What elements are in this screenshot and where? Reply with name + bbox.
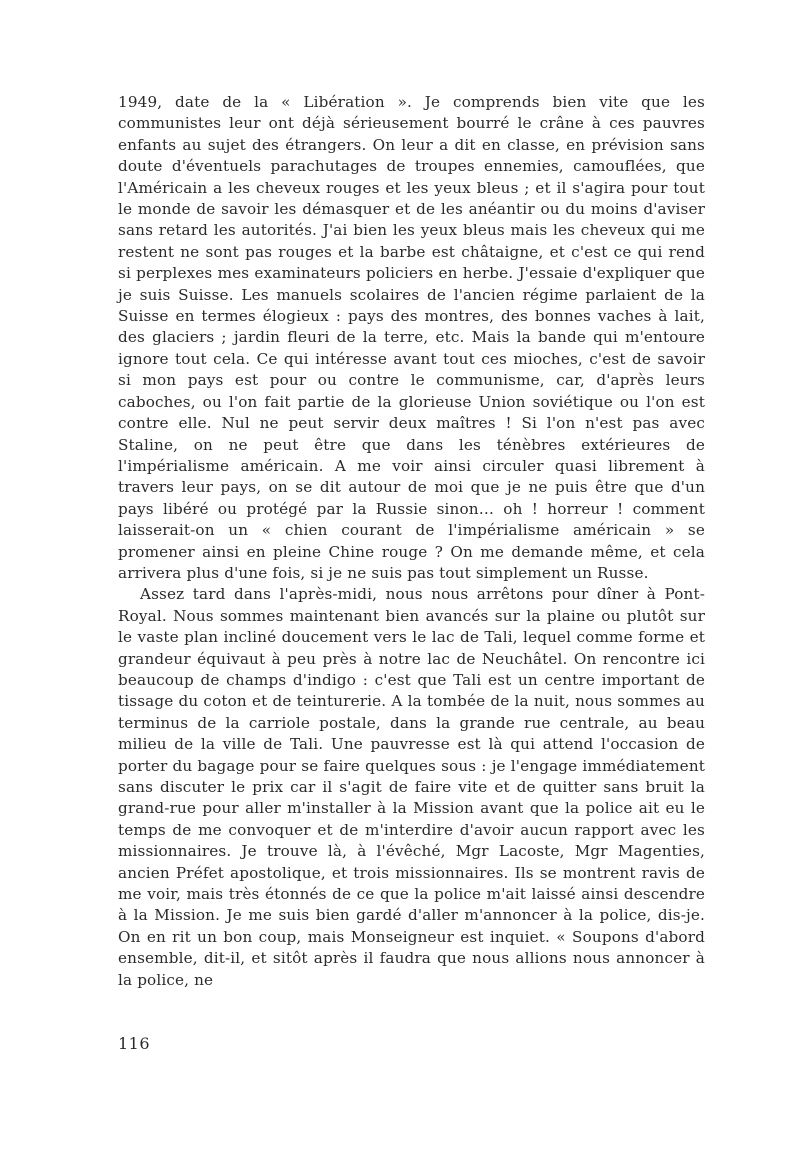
paragraph-1: 1949, date de la « Libération ». Je comprends bien vite que les communistes leur ont déjà sérieusement bourré le crâne à ces pauvres enfants au sujet des étrangers. On leur a dit en classe, en prévision sans doute d'éventuels parachutages de troupes ennemies, camouflées, que l'Américain a les cheveux rouges et les yeux bleus ; et il s'agira pour tout le monde de savoir les démasquer et de les anéantir ou du moins d'aviser sans retard les autorités. J'ai bien les yeux bleus mais les cheveux qui me restent ne sont pas rouges et la barbe est châtaigne, et c'est ce qui rend si perplexes mes examinateurs policiers en herbe. J'essaie d'expliquer que je suis Suisse. Les manuels scolaires de l'ancien régime parlaient de la Suisse en termes élogieux : pays des montres, des bonnes vaches à lait, des glaciers ; jardin fleuri de la terre, etc. Mais la bande qui m'entoure ignore tout cela. Ce qui intéresse avant tout ces mioches, c'est de savoir si mon pays est pour ou contre le communisme, car, d'après leurs caboches, ou l'on fait partie de la glorieuse Union soviétique ou l'on est contre elle. Nul ne peut servir deux maîtres ! Si l'on n'est pas avec Staline, on ne peut être que dans les ténèbres extérieures de l'impérialisme américain. A me voir ainsi circuler quasi librement à travers leur pays, on se dit autour de moi que je ne puis être que d'un pays libéré ou protégé par la Russie sinon… oh ! horreur ! comment laisserait-on un « chien courant de l'impérialisme américain » se promener ainsi en pleine Chine rouge ? On me demande même, et cela arrivera plus d'une fois, si je ne suis pas tout simplement un Russe. — [118, 93, 705, 582]
body-text — [118, 92, 705, 991]
paragraph-2: Assez tard dans l'après-midi, nous nous arrêtons pour dîner à Pont-Royal. Nous sommes maintenant bien avancés sur la plaine ou plutôt sur le vaste plan incliné doucement vers le lac de Tali, lequel comme forme et grandeur équivaut à peu près à notre lac de Neuchâtel. On rencontre ici beaucoup de champs d'indigo : c'est que Tali est un centre important de tissage du coton et de teinturerie. A la tombée de la nuit, nous sommes au terminus de la carriole postale, dans la grande rue centrale, au beau milieu de la ville de Tali. Une pauvresse est là qui attend l'occasion de porter du bagage pour se faire quelques sous : je l'engage immédiatement sans discuter le prix car il s'agit de faire vite et de quitter sans bruit la grand-rue pour aller m'installer à la Mission avant que la police ait eu le temps de me convoquer et de m'interdire d'avoir aucun rapport avec les missionnaires. Je trouve là, à l'évêché, Mgr Lacoste, Mgr Magenties, ancien Préfet apostolique, et trois missionnaires. Ils se montrent ravis de me voir, mais très étonnés de ce que la police m'ait laissé ainsi descendre à la Mission. Je me suis bien gardé d'aller m'annoncer à la police, dis-je. On en rit un bon coup, mais Monseigneur est inquiet. « Soupons d'abord ensemble, dit-il, et sitôt après il faudra que nous allions nous annoncer à la police, ne — [118, 585, 705, 989]
page-number: 116 — [118, 1034, 151, 1053]
